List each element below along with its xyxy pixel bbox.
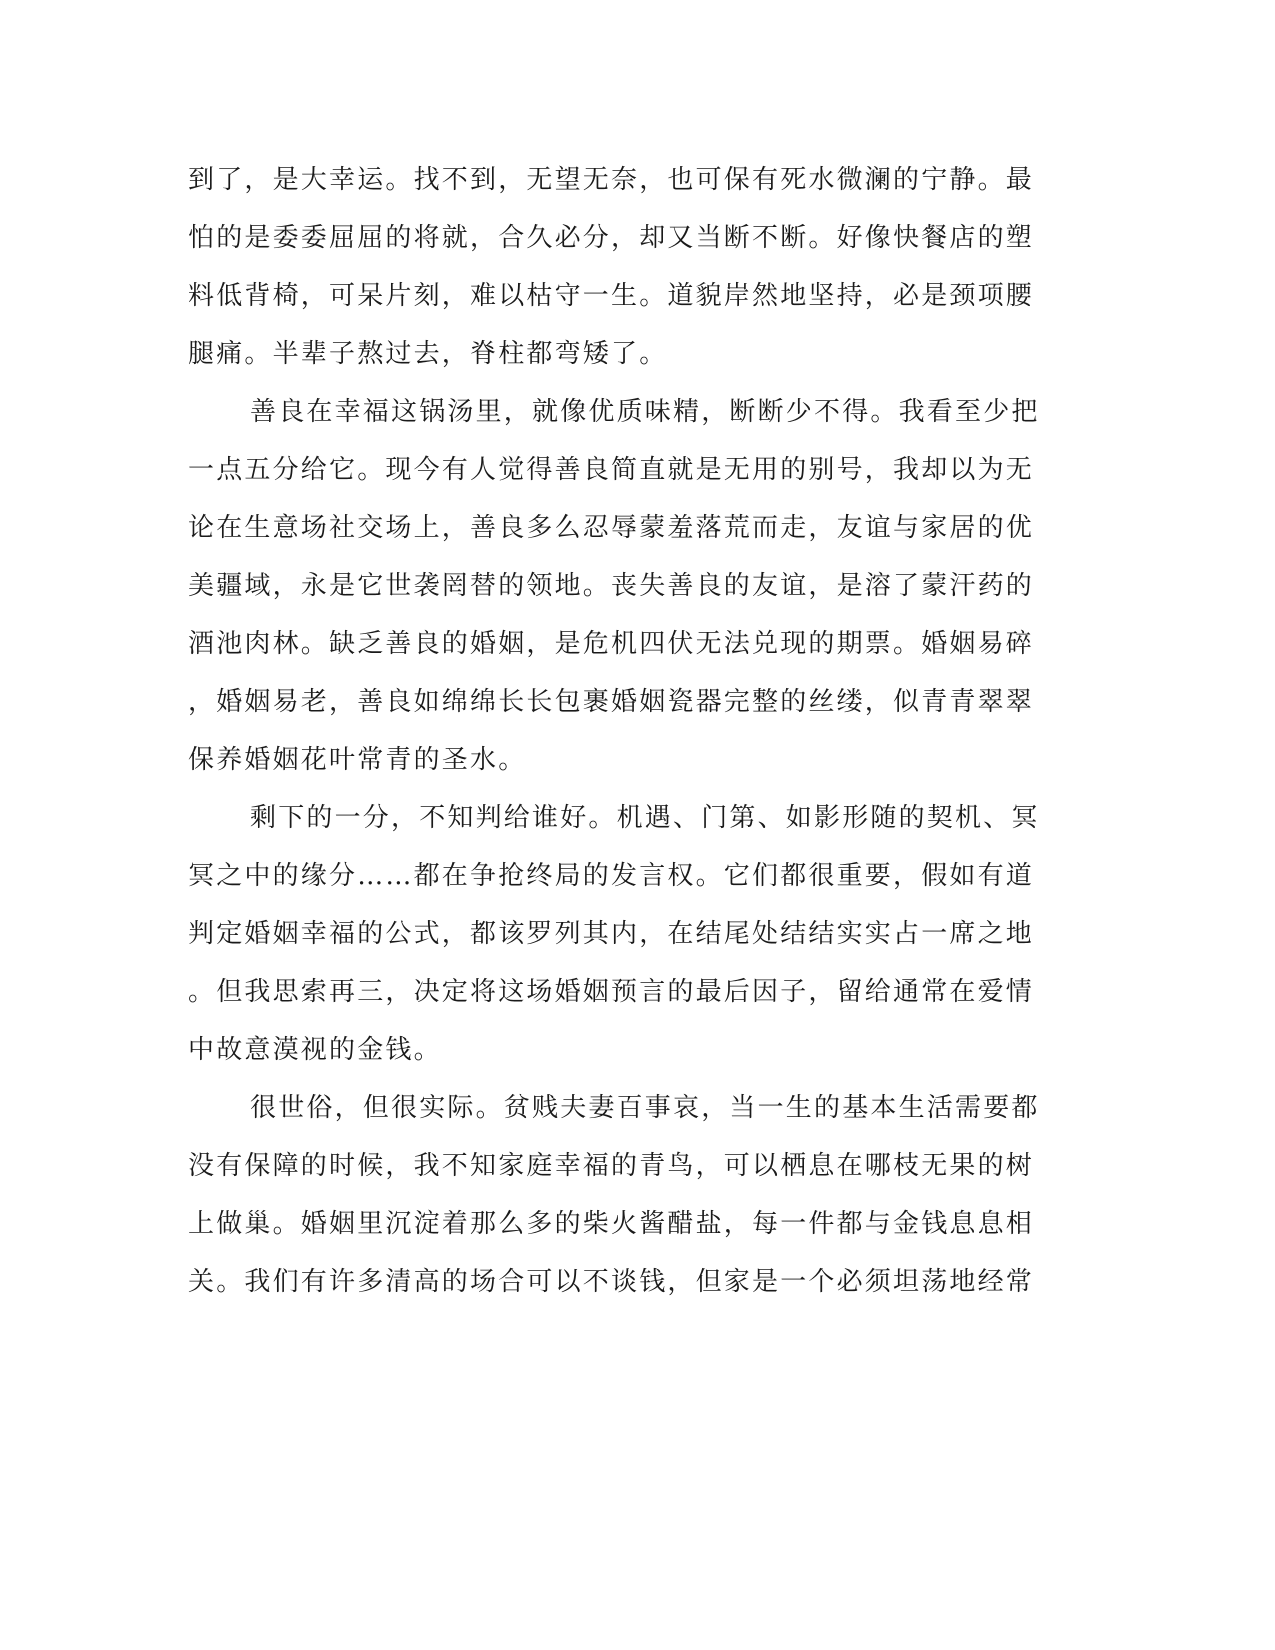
text-line: 保养婚姻花叶常青的圣水。 (188, 745, 527, 775)
text-line: ，婚姻易老，善良如绵绵长长包裹婚姻瓷器完整的丝缕，似青青翠翠 (188, 687, 1035, 717)
paragraph-first-line: 善良在幸福这锅汤里，就像优质味精，断断少不得。我看至少把 (250, 397, 1040, 427)
text-line: 到了，是大幸运。找不到，无望无奈，也可保有死水微澜的宁静。最 (188, 165, 1035, 195)
text-line: 怕的是委委屈屈的将就，合久必分，却又当断不断。好像快餐店的塑 (188, 223, 1035, 253)
paragraph-first-line: 剩下的一分，不知判给谁好。机遇、门第、如影形随的契机、冥 (250, 803, 1040, 833)
text-line: 美疆域，永是它世袭罔替的领地。丧失善良的友谊，是溶了蒙汗药的 (188, 571, 1035, 601)
text-line: 判定婚姻幸福的公式，都该罗列其内，在结尾处结结实实占一席之地 (188, 919, 1035, 949)
text-line: 。但我思索再三，决定将这场婚姻预言的最后因子，留给通常在爱情 (188, 977, 1035, 1007)
text-line: 中故意漠视的金钱。 (188, 1035, 442, 1065)
text-line: 腿痛。半辈子熬过去，脊柱都弯矮了。 (188, 339, 668, 369)
text-line: 料低背椅，可呆片刻，难以枯守一生。道貌岸然地坚持，必是颈项腰 (188, 281, 1035, 311)
text-line: 论在生意场社交场上，善良多么忍辱蒙羞落荒而走，友谊与家居的优 (188, 513, 1035, 543)
text-line: 没有保障的时候，我不知家庭幸福的青鸟，可以栖息在哪枝无果的树 (188, 1151, 1035, 1181)
text-line: 冥之中的缘分……都在争抢终局的发言权。它们都很重要，假如有道 (188, 861, 1035, 891)
text-line: 关。我们有许多清高的场合可以不谈钱，但家是一个必须坦荡地经常 (188, 1267, 1035, 1297)
text-line: 上做巢。婚姻里沉淀着那么多的柴火酱醋盐，每一件都与金钱息息相 (188, 1209, 1035, 1239)
paragraph-first-line: 很世俗，但很实际。贫贱夫妻百事哀，当一生的基本生活需要都 (250, 1093, 1040, 1123)
text-line: 一点五分给它。现今有人觉得善良简直就是无用的别号，我却以为无 (188, 455, 1035, 485)
text-line: 酒池肉林。缺乏善良的婚姻，是危机四伏无法兑现的期票。婚姻易碎 (188, 629, 1035, 659)
